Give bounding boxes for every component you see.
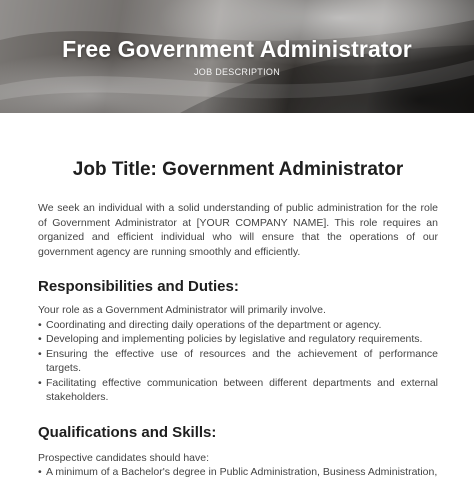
list-item: • Developing and implementing policies by legislative and regulatory requirements. [38,332,438,347]
list-item: • Facilitating effective communication between different departments and external stakeholders. [38,376,438,405]
header-banner [0,0,474,113]
document-body [38,158,438,480]
responsibilities-heading: Responsibilities and Duties: [38,278,239,295]
qualifications-heading: Qualifications and Skills: [38,423,217,441]
list-item: • Ensuring the effective use of resources and the achievement of performance targets. [38,347,438,376]
list-item: • A minimum of a Bachelor's degree in Public Administration, Business Administration, [38,465,438,480]
qualifications-list [38,465,438,480]
job-title-heading: Job Title: Government Administrator [72,159,404,180]
qualifications-lead: Prospective candidates should have: [38,451,210,464]
responsibilities-list [38,318,438,405]
intro-paragraph: We seek an individual with a solid understanding of public administration for the role of Government Administrator at [YOUR COMPANY NAME]. This role requires an organized and efficient individual who will ensure that the operations of our government agency are running smoothly and efficiently. [38,202,438,258]
list-item: • Coordinating and directing daily operations of the department or agency. [38,318,438,333]
responsibilities-lead: Your role as a Government Administrator will primarily involve. [38,304,326,316]
banner-subtitle: JOB DESCRIPTION [193,67,280,77]
banner-title: Free Government Administrator [62,36,412,62]
